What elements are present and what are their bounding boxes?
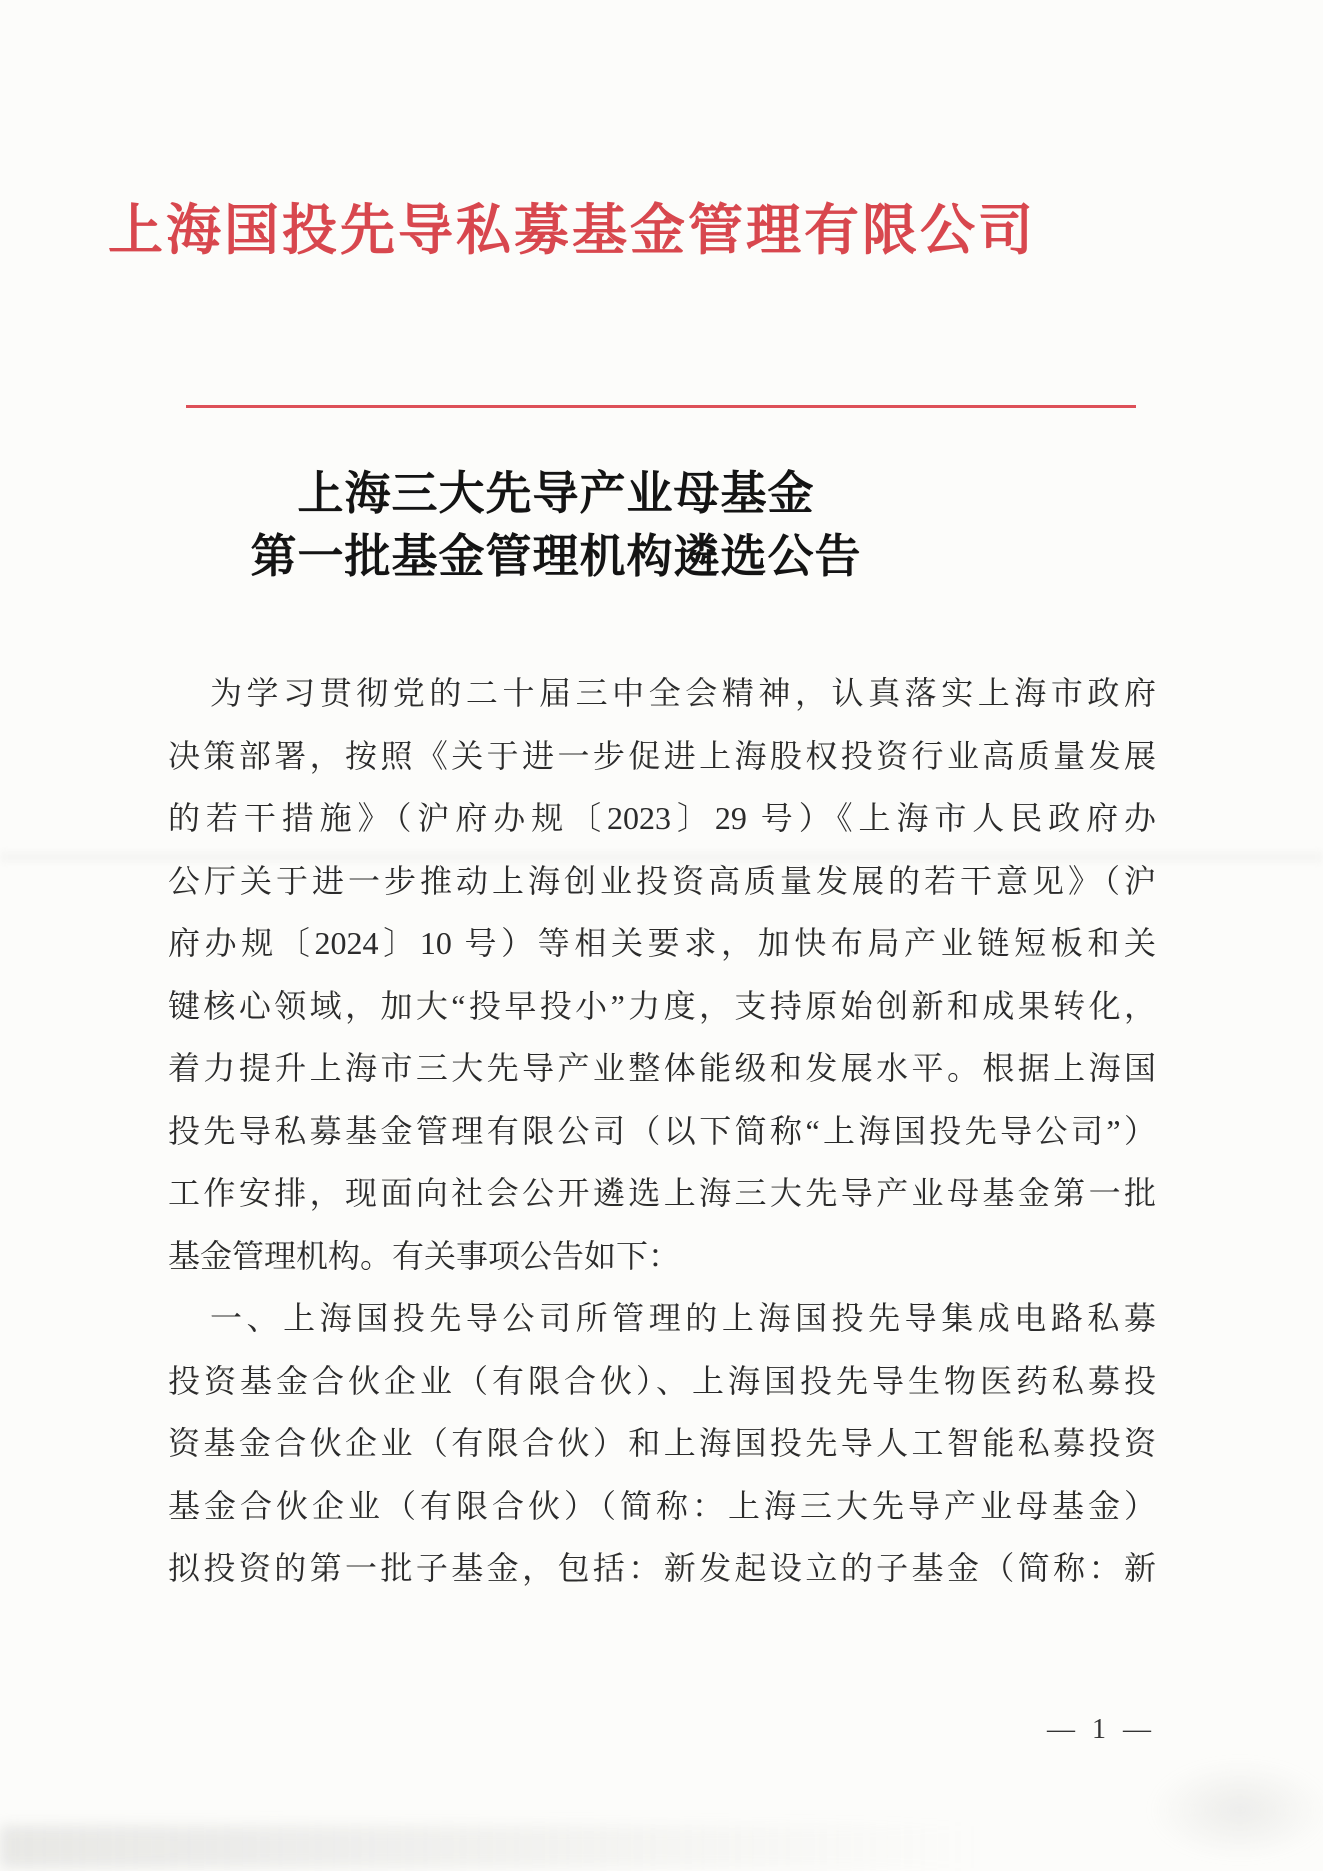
body-line: 基金合伙企业（有限合伙）（简称：上海三大先导产业母基金） (168, 1487, 1156, 1524)
company-header: 上海国投先导私募基金管理有限公司 (107, 200, 1036, 261)
document-title (62, 462, 1050, 588)
body-line: 拟投资的第一批子基金，包括：新发起设立的子基金（简称：新 (168, 1550, 1156, 1586)
scan-artifact (0, 852, 1323, 862)
scan-artifact (0, 1826, 980, 1868)
body-line: 投先导私募基金管理有限公司（以下简称“上海国投先导公司”） (168, 1112, 1156, 1149)
page-number: — 1 — (1047, 1714, 1156, 1745)
body-line: 基金管理机构。有关事项公告如下： (168, 1237, 681, 1274)
body-line: 决策部署，按照《关于进一步促进上海股权投资行业高质量发展 (168, 737, 1156, 774)
body-line: 着力提升上海市三大先导产业整体能级和发展水平。根据上海国 (168, 1050, 1156, 1086)
body-line: 投资基金合伙企业（有限合伙）、上海国投先导生物医药私募投 (168, 1362, 1156, 1399)
document-title-line1: 上海三大先导产业母基金 (297, 468, 815, 519)
red-divider (186, 405, 1136, 408)
body-line: 资基金合伙企业（有限合伙）和上海国投先导人工智能私募投资 (168, 1425, 1156, 1461)
body-line: 工作安排，现面向社会公开遴选上海三大先导产业母基金第一批 (168, 1175, 1156, 1211)
body-line: 为学习贯彻党的二十届三中全会精神，认真落实上海市政府 (210, 675, 1156, 711)
body-line: 公厅关于进一步推动上海创业投资高质量发展的若干意见》（沪 (168, 862, 1156, 899)
body-line: 的若干措施》（沪府办规〔2023〕29 号）《上海市人民政府办 (168, 800, 1156, 836)
body-line: 府办规〔2024〕10 号）等相关要求，加快布局产业链短板和关 (168, 925, 1156, 961)
body-line: 键核心领域，加大“投早投小”力度，支持原始创新和成果转化， (168, 987, 1156, 1024)
scan-artifact (1150, 1760, 1323, 1860)
document-body (168, 662, 1156, 1600)
document-title-line2: 第一批基金管理机构遴选公告 (250, 531, 862, 582)
body-line: 一、上海国投先导公司所管理的上海国投先导集成电路私募 (210, 1300, 1156, 1336)
